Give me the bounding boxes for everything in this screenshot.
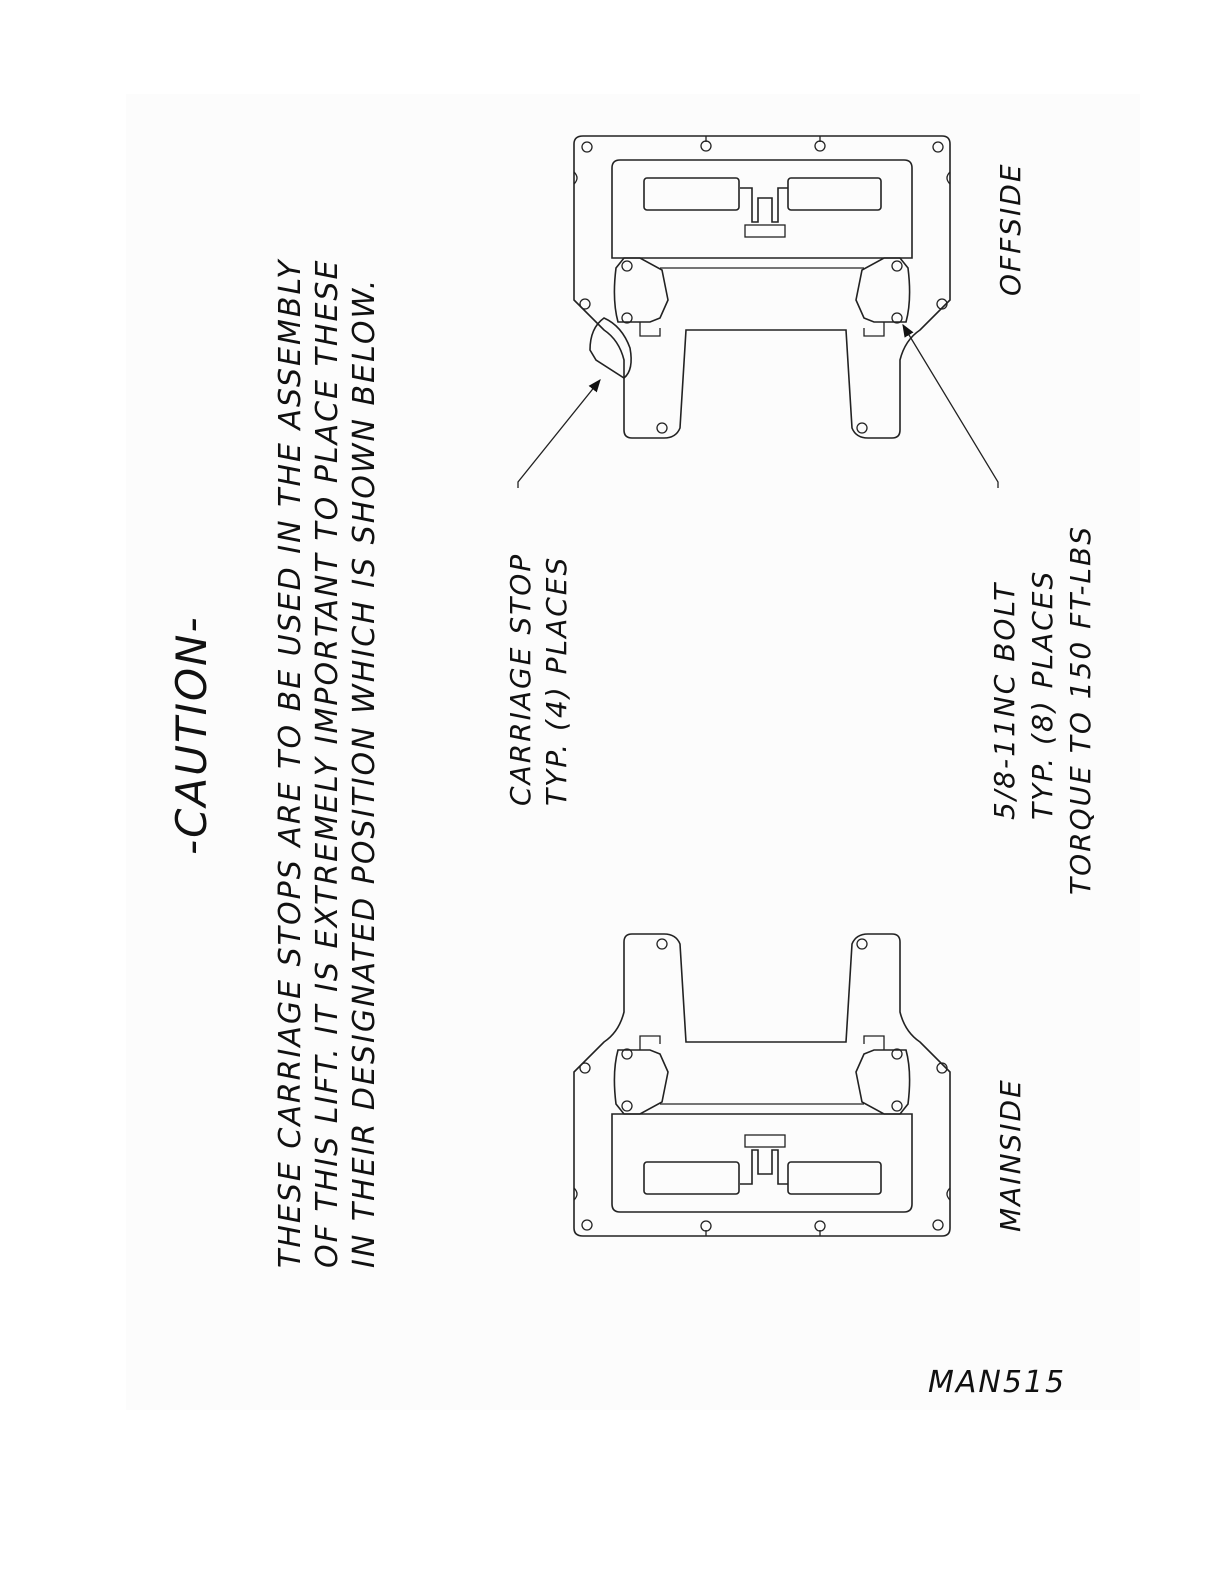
notice-line-3: IN THEIR DESIGNATED POSITION WHICH IS SHOWN BELOW. <box>347 277 382 1268</box>
carriage-stop-label: CARRIAGE STOP <box>504 552 537 806</box>
offside-label: OFFSIDE <box>994 162 1027 296</box>
bolt-label: 5/8-11NC BOLT <box>988 581 1021 820</box>
caution-title: -CAUTION- <box>167 615 216 855</box>
bolt-torque: TORQUE TO 150 FT-LBS <box>1064 524 1097 895</box>
bolt-places: TYP. (8) PLACES <box>1026 569 1059 820</box>
mainside-label: MAINSIDE <box>994 1078 1027 1232</box>
notice-line-1: THESE CARRIAGE STOPS ARE TO BE USED IN THE ASSEMBLY <box>273 258 308 1268</box>
carriage-stop-leader <box>518 380 600 488</box>
bolt-leader <box>903 325 998 488</box>
notice-line-2: OF THIS LIFT. IT IS EXTREMELY IMPORTANT TO PLACE THESE <box>310 258 345 1268</box>
carriage-stop-places: TYP. (4) PLACES <box>540 555 573 806</box>
mainside-carriage <box>574 934 950 1236</box>
document-code: MAN515 <box>928 1365 1067 1400</box>
carriage-stop-block <box>590 318 631 378</box>
offside-carriage <box>574 136 950 438</box>
